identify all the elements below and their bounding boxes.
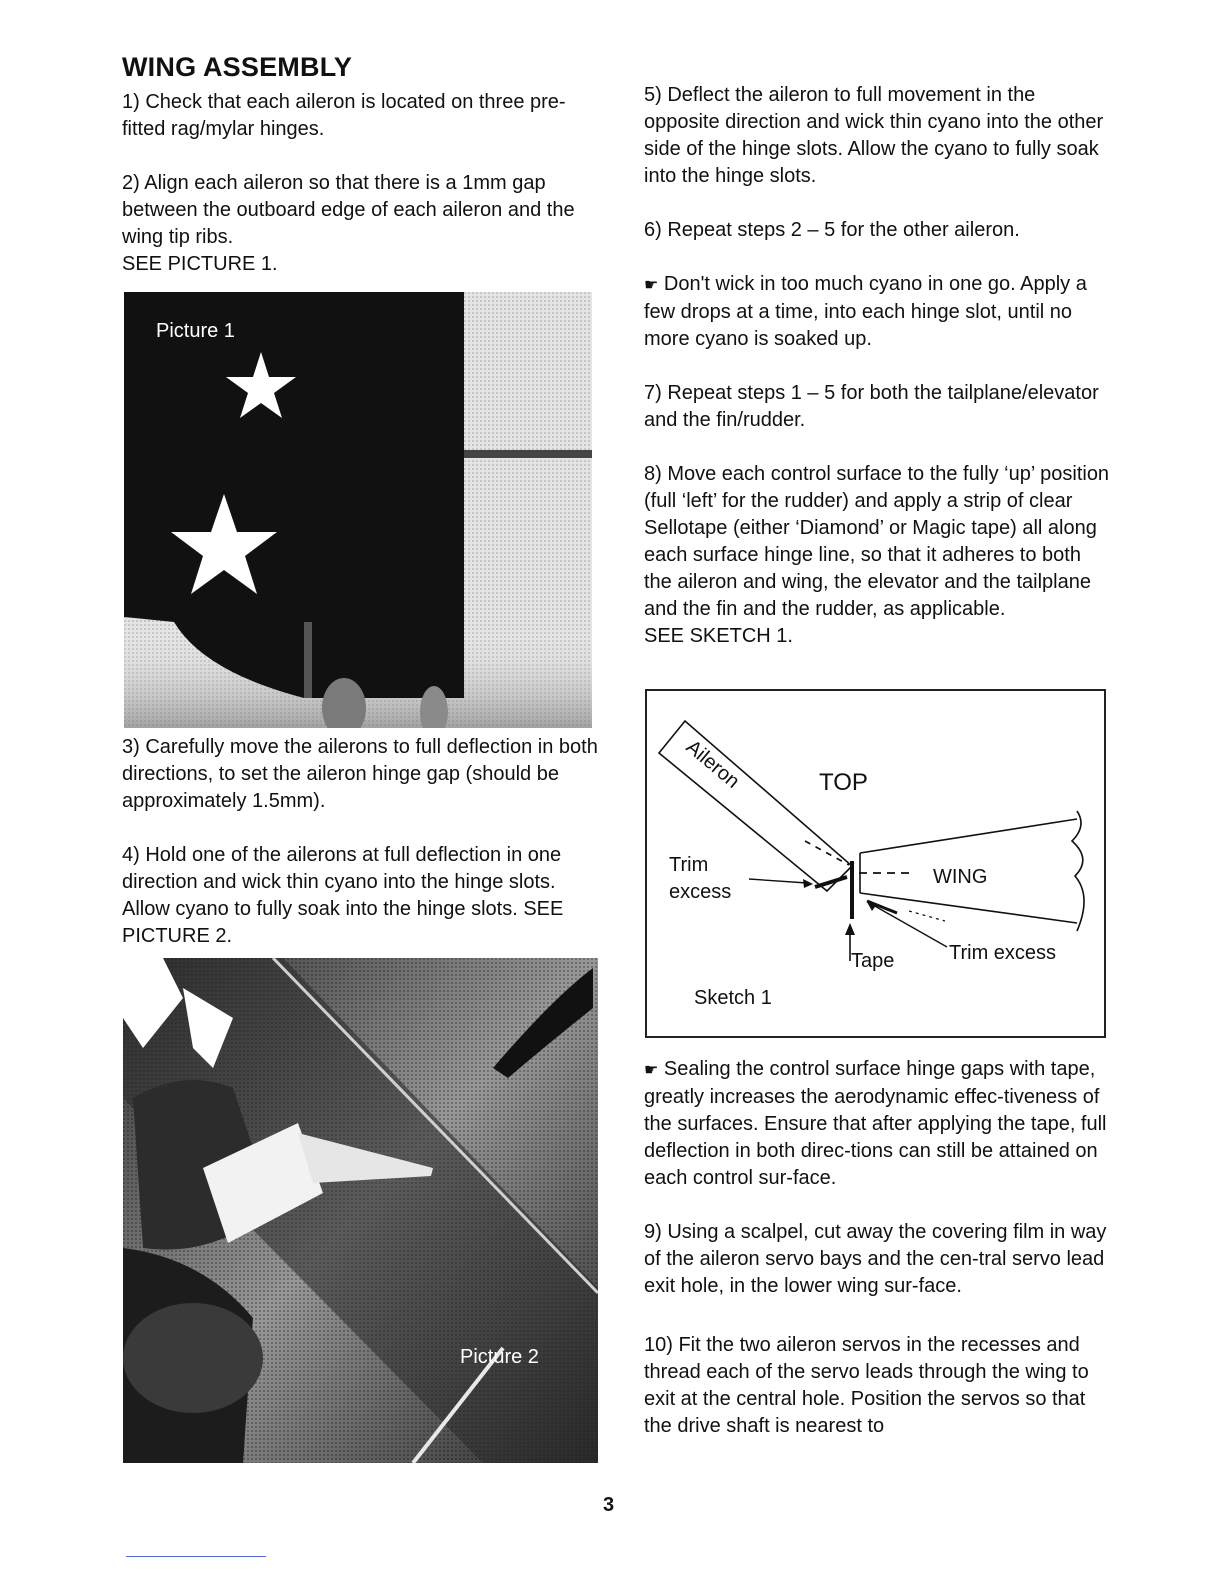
sketch-trim-label: Trim <box>669 854 709 876</box>
right-column-lower <box>644 1056 1114 1440</box>
picture-1-illustration <box>124 292 592 728</box>
pointing-hand-icon: ☛ <box>644 1062 659 1079</box>
section-title: WING ASSEMBLY <box>122 52 353 82</box>
pointing-hand-icon: ☛ <box>644 277 659 294</box>
sketch-aileron-label: Aileron <box>681 735 744 793</box>
step-8: 8) Move each control surface to the fully ‘up’ position (full ‘left’ for the rudder) and apply a strip of clear Sellotape (either ‘Diamond’ or Magic tape) all along each surface hinge line, so that it adheres to both the aileron and wing, the elevator and the tailplane and the fin and the rudder, as applicable. <box>644 463 1110 620</box>
right-column <box>644 82 1114 650</box>
step-10: 10) Fit the two aileron servos in the recesses and thread each of the servo leads through the wing to exit at the central hole. Position the servos so that the drive shaft is nearest to <box>644 1334 1089 1437</box>
picture-2-illustration <box>123 958 598 1463</box>
sketch-caption: Sketch 1 <box>694 987 772 1009</box>
picture-1 <box>124 292 592 728</box>
picture-2 <box>123 958 598 1463</box>
step-3: 3) Carefully move the ailerons to full deflection in both directions, to set the aileron hinge gap (should be approximately 1.5mm). <box>122 736 598 812</box>
note-1 <box>644 271 1114 353</box>
step-9: 9) Using a scalpel, cut away the covering film in way of the aileron servo bays and the cen-tral servo lead exit hole, in the lower wing sur-face. <box>644 1221 1107 1297</box>
left-column-lower <box>122 734 602 950</box>
left-column <box>122 52 602 278</box>
step-4: 4) Hold one of the ailerons at full deflection in one direction and wick thin cyano into the hinge slots. Allow cyano to fully soak into the hinge slots. SEE PICTURE 2. <box>122 844 564 947</box>
step-8-reference: SEE SKETCH 1. <box>644 625 793 647</box>
sketch-1-drawing <box>647 691 1108 1040</box>
sketch-trim-excess-label: Trim excess <box>949 942 1057 964</box>
page-number: 3 <box>603 1494 615 1516</box>
step-1: 1) Check that each aileron is located on three pre-fitted rag/mylar hinges. <box>122 91 566 140</box>
sketch-excess-label: excess <box>669 881 732 903</box>
step-2: 2) Align each aileron so that there is a 1mm gap between the outboard edge of each aileron and the wing tip ribs. <box>122 172 575 248</box>
footer-rule <box>126 1556 266 1557</box>
note-1-text: Don't wick in too much cyano in one go. Apply a few drops at a time, into each hinge slot, until no more cyano is soaked up. <box>644 273 1087 350</box>
step-2-reference: SEE PICTURE 1. <box>122 253 278 275</box>
step-6: 6) Repeat steps 2 – 5 for the other aileron. <box>644 219 1020 241</box>
note-2 <box>644 1056 1114 1192</box>
sketch-tape-label: Tape <box>851 950 895 972</box>
picture-1-caption: Picture 1 <box>156 320 235 342</box>
picture-2-caption: Picture 2 <box>460 1346 539 1368</box>
sketch-top-label: TOP <box>819 769 868 796</box>
note-2-text: Sealing the control surface hinge gaps with tape, greatly increases the aerodynamic effec-tiveness of the surfaces. Ensure that after applying the tape, full deflection in both direc-tions can still be attained on each control sur-face. <box>644 1058 1107 1189</box>
sketch-1 <box>645 689 1106 1038</box>
sketch-wing-label: WING <box>933 866 988 888</box>
step-5: 5) Deflect the aileron to full movement in the opposite direction and wick thin cyano into the other side of the hinge slots. Allow the cyano to fully soak into the hinge slots. <box>644 84 1104 187</box>
step-7: 7) Repeat steps 1 – 5 for both the tailplane/elevator and the fin/rudder. <box>644 382 1099 431</box>
